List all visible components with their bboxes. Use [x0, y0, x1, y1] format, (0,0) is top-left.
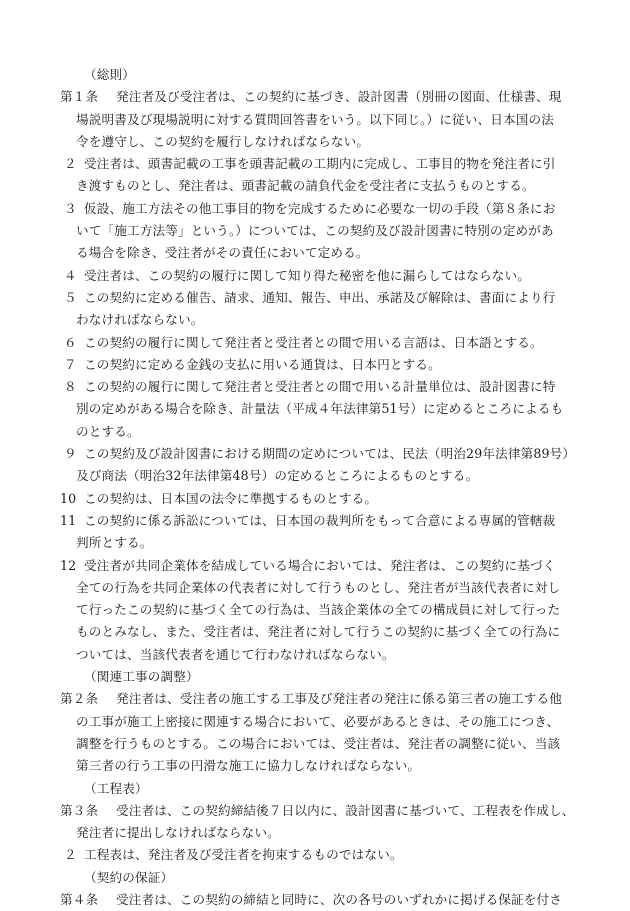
article-2-line: 第三者の行う工事の円滑な施工に協力しなければならない。: [76, 758, 421, 774]
section-heading: （契約の保証）: [84, 869, 174, 885]
article-label: 第３条: [60, 802, 99, 818]
paragraph-line: ものとみなし、また、受注者は、発注者に対して行うこの契約に基づく全ての行為に: [76, 624, 561, 640]
section-heading: （工程表）: [84, 780, 148, 796]
paragraph-number: ５: [64, 289, 77, 305]
paragraph-line: ２ 工程表は、発注者及び受注者を拘束するものではない。: [60, 844, 604, 866]
paragraph-line: き渡すものとし、発注者は、頭書記載の請負代金を受注者に支払うものとする。: [76, 178, 535, 194]
article-label: 第４条: [60, 891, 99, 907]
section-heading: （総則）: [84, 67, 135, 82]
paragraph-number: 11: [60, 512, 77, 528]
paragraph-number: ７: [64, 356, 77, 372]
paragraph-line: 全ての行為を共同企業体の代表者に対して行うものとし、発注者が当該代表者に対し: [76, 579, 561, 595]
article-label: 第１条: [60, 89, 99, 105]
paragraph-line: ３ 仮設、施工方法その他工事目的物を完成するために必要な一切の手段（第８条にお: [60, 198, 604, 220]
paragraph-number: ２: [64, 847, 77, 863]
paragraph-line: ８ この契約の履行に関して発注者と受注者との間で用いる計量単位は、設計図書に特: [60, 376, 604, 398]
paragraph-line: 別の定めがある場合を除き、計量法（平成４年法律第51号）に定めるところによるも: [76, 401, 564, 417]
paragraph-line: る場合を除き、受注者がその責任において定める。: [76, 245, 369, 261]
paragraph-line: ９ この契約及び設計図書における期間の定めについては、民法（明治29年法律第89号）: [60, 443, 604, 465]
article-2-line: 第２条 発注者は、受注者の施工する工事及び発注者の発注に係る第三者の施工する他: [60, 688, 604, 710]
paragraph-line: 及び商法（明治32年法律第48号）の定めるところによるものとする。: [76, 468, 479, 484]
paragraph-line: わなければならない。: [76, 312, 204, 328]
paragraph-line: ２ 受注者は、頭書記載の工事を頭書記載の工期内に完成し、工事目的物を発注者に引: [60, 153, 604, 175]
paragraph-number: ８: [64, 379, 77, 395]
article-4-line: 第４条 受注者は、この契約の締結と同時に、次の各号のいずれかに掲げる保証を付さ: [60, 889, 604, 911]
article-2-line: 調整を行うものとする。この場合においては、受注者は、発注者の調整に従い、当該: [76, 735, 561, 751]
section-heading: （関連工事の調整）: [84, 669, 199, 685]
article-1-line: 令を遵守し、この契約を履行しなければならない。: [76, 133, 370, 149]
paragraph-line: いて「施工方法等」という。）については、この契約及び設計図書に特別の定めがあ: [76, 223, 554, 239]
paragraph-number: ６: [64, 334, 77, 350]
paragraph-number: 12: [60, 557, 77, 573]
paragraph-number: ４: [64, 267, 77, 283]
article-1-line: 第１条 発注者及び受注者は、この契約に基づき、設計図書（別冊の図面、仕様書、現: [60, 86, 604, 108]
article-1-line: 場説明書及び現場説明に対する質問回答書をいう。以下同じ。）に従い、日本国の法: [76, 111, 554, 127]
paragraph-line: ６ この契約の履行に関して発注者と受注者との間で用いる言語は、日本語とする。: [60, 332, 604, 354]
paragraph-number: ２: [64, 156, 77, 172]
paragraph-line: のとする。: [76, 423, 140, 439]
paragraph-line: ４ 受注者は、この契約の履行に関して知り得た秘密を他に漏らしてはならない。: [60, 265, 604, 287]
paragraph-number: ３: [64, 200, 77, 216]
paragraph-line: 10 この契約は、日本国の法令に準拠するものとする。: [60, 488, 604, 510]
paragraph-number: ９: [64, 446, 77, 462]
paragraph-line: ５ この契約に定める催告、請求、通知、報告、申出、承諾及び解除は、書面により行: [60, 287, 604, 309]
paragraph-line: ７ この契約に定める金銭の支払に用いる通貨は、日本円とする。: [60, 354, 604, 376]
article-3-line: 発注者に提出しなければならない。: [76, 825, 280, 841]
article-3-line: 第３条 受注者は、この契約締結後７日以内に、設計図書に基づいて、工程表を作成し、: [60, 800, 604, 822]
paragraph-line: 11 この契約に係る訴訟については、日本国の裁判所をもって合意による専属的管轄裁: [60, 510, 604, 532]
paragraph-line: 12 受注者が共同企業体を結成している場合においては、発注者は、この契約に基づく: [60, 555, 604, 577]
article-label: 第２条: [60, 691, 99, 707]
paragraph-line: て行ったこの契約に基づく全ての行為は、当該企業体の全ての構成員に対して行った: [76, 602, 561, 618]
paragraph-line: ついては、当該代表者を通じて行わなければならない。: [76, 646, 395, 662]
paragraph-line: 判所とする。: [76, 535, 153, 551]
article-2-line: の工事が施工上密接に関連する場合において、必要があるときは、その施工につき、: [76, 713, 560, 729]
paragraph-number: 10: [60, 490, 77, 506]
